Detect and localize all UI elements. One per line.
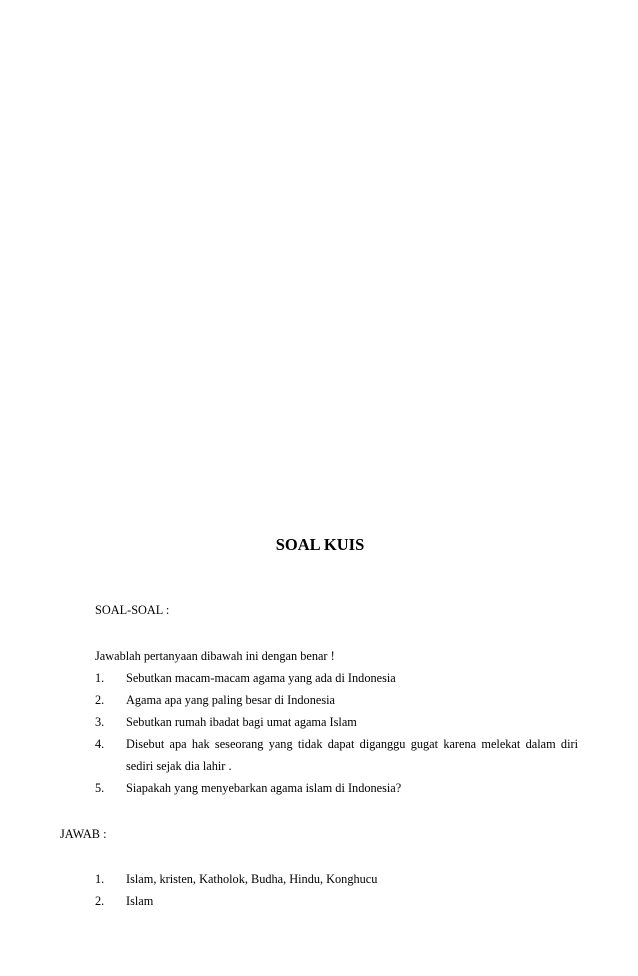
question-number: 2. [95,693,105,707]
questions-heading: SOAL-SOAL : [95,603,170,617]
answer-number: 1. [95,872,105,886]
question-text-continuation: sediri sejak dia lahir . [126,759,232,773]
question-text: Siapakah yang menyebarkan agama islam di Indonesia? [126,781,402,795]
question-number: 1. [95,671,105,685]
instruction-text: Jawablah pertanyaan dibawah ini dengan benar ! [95,649,335,663]
question-text: Sebutkan macam-macam agama yang ada di Indonesia [126,671,396,685]
page-title: SOAL KUIS [275,535,365,554]
answer-text: Islam [126,894,154,908]
question-text: Sebutkan rumah ibadat bagi umat agama Islam [126,715,357,729]
question-text: Agama apa yang paling besar di Indonesia [126,693,335,707]
question-number: 4. [95,737,105,751]
answer-number: 2. [95,894,105,908]
question-number: 5. [95,781,105,795]
question-text: Disebut apa hak seseorang yang tidak dapat diganggu gugat karena melekat dalam diri [126,737,578,751]
answer-text: Islam, kristen, Katholok, Budha, Hindu, Konghucu [126,872,378,886]
question-number: 3. [95,715,105,729]
answers-heading: JAWAB : [60,827,107,841]
